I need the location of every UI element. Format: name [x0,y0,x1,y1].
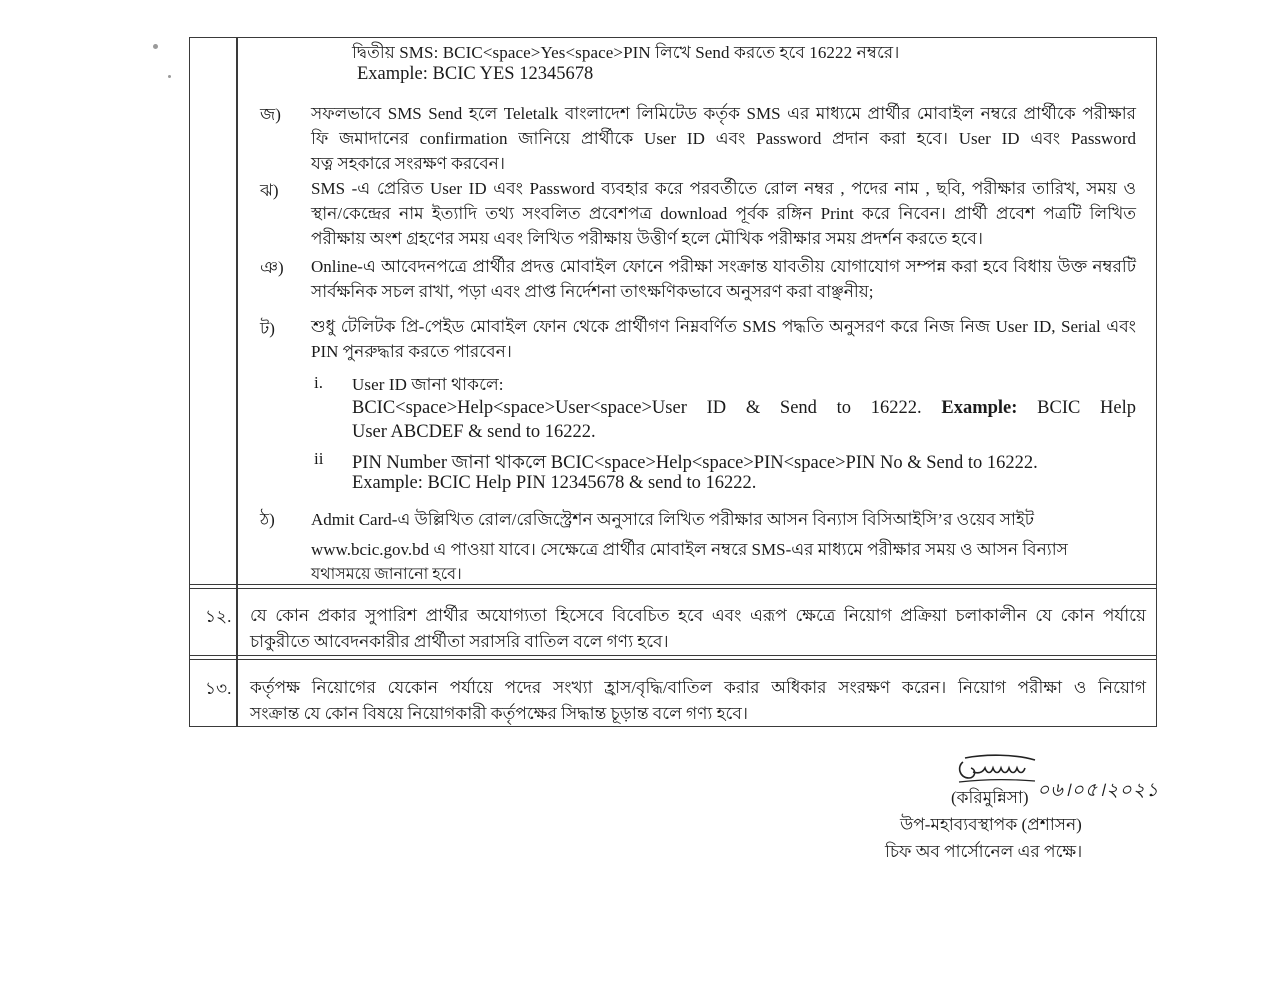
subitem-ii-line2: Example: BCIC Help PIN 12345678 & send to 16222. [352,473,757,493]
scan-speck [153,44,158,49]
item-label-ta: ট) [260,319,275,338]
column-divider [236,37,238,727]
item-jha-text [311,176,1136,251]
row-number-13: ১৩. [205,679,232,698]
row-13-line: সংক্রান্ত যে কোন বিষয়ে নিয়োগকারী কর্তৃপক্ষের সিদ্ধান্ত চূড়ান্ত বলে গণ্য হবে। [250,704,748,723]
signatory-name: (করিমুন্নিসা) [951,788,1029,807]
item-tha-line: www.bcic.gov.bd এ পাওয়া যাবে। সেক্ষেত্রে প্রার্থীর মোবাইল নম্বরে SMS-এর মাধ্যমে পরীক্ষার সময় ও আসন বিন্যাস [311,540,1068,559]
item-ta-line: PIN পুনরুদ্ধার করতে পারবেন। [311,342,512,361]
item-ja-line: যত্ন সহকারে সংরক্ষণ করবেন। [311,154,505,173]
item-label-nya: ঞ) [260,258,284,277]
subitem-i-example-label: Example: [941,398,1018,418]
scan-speck [168,75,171,78]
sms2-example: Example: BCIC YES 12345678 [357,64,594,84]
item-jha-line: SMS -এ প্রেরিত User ID এবং Password ব্যবহার করে পরবর্তীতে রোল নম্বর , পদের নাম , ছবি, পরীক্ষার তারিখ, সময় ও [311,179,1136,198]
subitem-ii-line1: PIN Number জানা থাকলে BCIC<space>Help<space>PIN<space>PIN No & Send to 16222. [352,453,1038,473]
item-label-tha: ঠ) [260,510,275,529]
signature-scribble [955,752,1040,786]
item-ja-text [311,101,1136,176]
item-nya-text [311,254,1136,304]
signatory-designation: উপ-মহাব্যবস্থাপক (প্রশাসন) [900,815,1082,834]
subitem-i-line1 [352,398,1136,419]
row-13-line: কর্তৃপক্ষ নিয়োগের যেকোন পর্যায়ে পদের সংখ্যা হ্রাস/বৃদ্ধি/বাতিল করার অধিকার সংরক্ষণ করেন। নিয়োগ পরীক্ষা ও নিয়োগ [250,678,1146,697]
subitem-label-ii: ii [314,449,324,468]
sms2-instruction: দ্বিতীয় SMS: BCIC<space>Yes<space>PIN লিখে Send করতে হবে 16222 নম্বরে। [352,43,900,62]
row-12-line: যে কোন প্রকার সুপারিশ প্রার্থীর অযোগ্যতা হিসেবে বিবেচিত হবে এবং এরূপ ক্ষেত্রে নিয়োগ প্রক্রিয়া চলাকালীন যে কোন পর্যায়ে [250,606,1146,625]
row-13-text [250,675,1146,727]
item-ta-text [311,314,1136,364]
subitem-i-command: BCIC<space>Help<space>User<space>User ID & Send to 16222. [352,398,942,418]
item-label-ja: জ) [260,105,281,124]
item-label-jha: ঝ) [260,181,279,200]
item-ja-line: সফলভাবে SMS Send হলে Teletalk বাংলাদেশ লিমিটেড কর্তৃক SMS এর মাধ্যমে প্রার্থীর মোবাইল নম্বরে প্রার্থীকে পরীক্ষার [311,104,1136,123]
row-12-line: চাকুরীতে আবেদনকারীর প্রার্থীতা সরাসরি বাতিল বলে গণ্য হবে। [250,632,669,651]
subitem-i-title: User ID জানা থাকলে: [352,375,504,394]
signatory-on-behalf: চিফ অব পার্সোনেল এর পক্ষে। [885,842,1083,861]
subitem-label-i: i. [314,373,323,392]
row-number-12: ১২. [205,607,232,626]
item-tha-line: যথাসময়ে জানানো হবে। [311,566,462,583]
item-ja-line: ফি জমাদানের confirmation জানিয়ে প্রার্থীকে User ID এবং Password প্রদান করা হবে। User ID এবং Password [311,129,1136,148]
subitem-i-line2: User ABCDEF & send to 16222. [352,422,596,442]
subitem-i-example-start: BCIC Help [1017,398,1137,418]
row-divider [189,655,1157,656]
item-ta-line: শুধু টেলিটক প্রি-পেইড মোবাইল ফোন থেকে প্রার্থীগণ নিম্নবর্ণিত SMS পদ্ধতি অনুসরণ করে নিজ নিজ User ID, Serial এবং [311,317,1136,336]
item-tha-line: Admit Card-এ উল্লিখিত রোল/রেজিস্ট্রেশন অনুসারে লিখিত পরীক্ষার আসন বিন্যাস বিসিআইসি’র ওয়েব সাইট [311,510,1035,529]
item-jha-line: স্থান/কেন্দ্রের নাম ইত্যাদি তথ্য সংবলিত প্রবেশপত্র download পূর্বক রঙ্গিন Print করে নিবেন। প্রার্থী প্রবেশ পত্রটি লিখিত [311,204,1136,223]
item-nya-line: সার্বক্ষনিক সচল রাখা, পড়া এবং প্রাপ্ত নির্দেশনা তাৎক্ষণিকভাবে অনুসরণ করা বাঞ্ছনীয়; [311,282,874,301]
signature-date: ০৬।০৫।২০২১ [1037,779,1160,801]
item-jha-line: পরীক্ষায় অংশ গ্রহণের সময় এবং লিখিত পরীক্ষায় উত্তীর্ণ হলে মৌখিক পরীক্ষার সময় প্রদর্শন করতে হবে। [311,229,983,248]
row-12-text [250,603,1146,655]
item-nya-line: Online-এ আবেদনপত্রে প্রার্থীর প্রদত্ত মোবাইল ফোনে পরীক্ষা সংক্রান্ত যাবতীয় যোগাযোগ সম্পন্ন করা হবে বিধায় উক্ত নম্বরটি [311,257,1136,276]
